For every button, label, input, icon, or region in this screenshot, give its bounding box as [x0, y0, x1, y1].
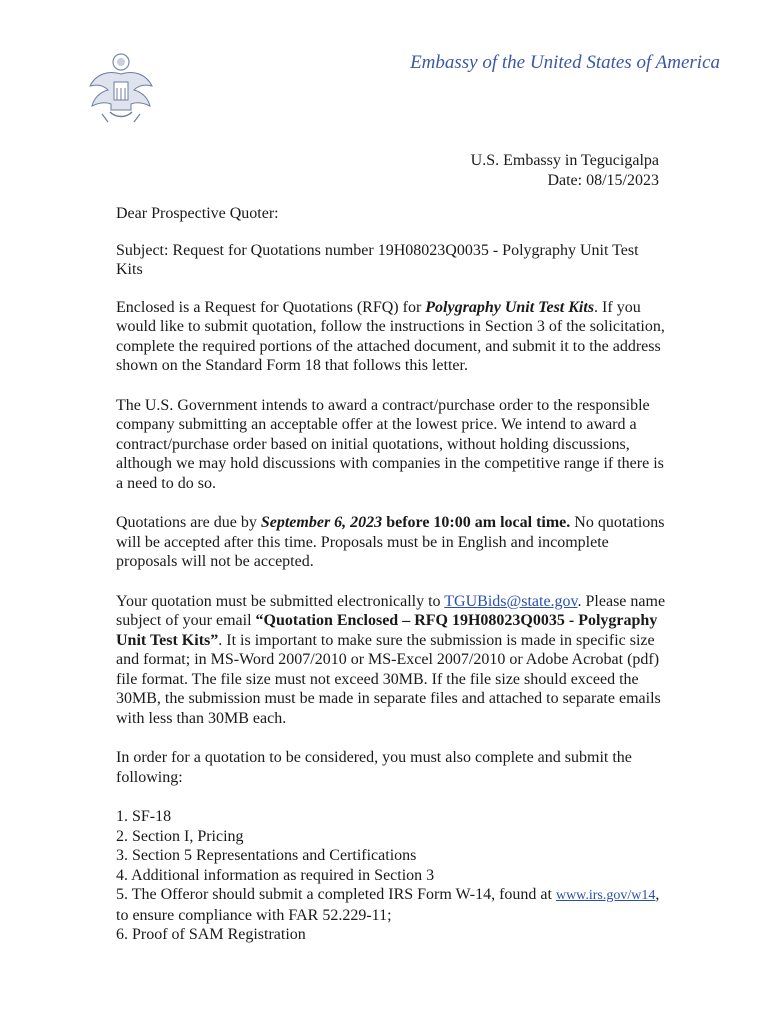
text: . Please name subject of your email [116, 592, 666, 629]
paragraph-requirements: In order for a quotation to be considered, you must also complete and submit the following: [116, 749, 632, 786]
list-item: 1. SF-18 [116, 808, 172, 825]
requirements-list [116, 807, 666, 945]
sender-block [471, 151, 659, 191]
paragraph-deadline [116, 513, 666, 572]
letterhead-title: Embassy of the United States of America [410, 52, 720, 73]
text: , to ensure compliance with FAR 52.229-11; [116, 886, 660, 924]
due-date: September 6, 2023 [260, 514, 383, 531]
salutation: Dear Prospective Quoter: [116, 205, 279, 222]
text: . It is important to make sure the submission is made in specific size and format; in MS-Word 2007/2010 or MS-Excel 2007/2010 or Adobe Acrobat (pdf) file format. The file size must not exceed 30MB. If the file size should exceed the 30MB, the submission must be made in separate files and attached to separate emails with less than 30MB each. [116, 631, 661, 727]
list-item: 2. Section I, Pricing [116, 827, 244, 845]
paragraph-submission [116, 592, 666, 729]
due-time: before 10:00 am local time. [382, 514, 571, 531]
letter-body [116, 204, 666, 945]
irs-w14-link[interactable]: www.irs.gov/w14 [555, 888, 656, 903]
text: No quotations will be accepted after this time. Proposals must be in English and incomplete proposals will not be accepted. [116, 514, 665, 570]
paragraph-award: The U.S. Government intends to award a contract/purchase order to the responsible company submitting an acceptable offer at the lowest price. We intend to award a contract/purchase order based on initial quotations, without holding discussions, although we may hold discussions with companies in the competitive range if there is a need to do so. [116, 396, 664, 492]
list-item: 4. Additional information as required in Section 3 [116, 866, 435, 884]
email-subject: “Quotation Enclosed – RFQ 19H08023Q0035 - Polygraphy Unit Test Kits” [116, 612, 658, 649]
list-item [116, 885, 666, 925]
product-name: Polygraphy Unit Test Kits [425, 298, 595, 316]
letter-date: Date: 08/15/2023 [547, 172, 659, 189]
email-link[interactable]: TGUBids@state.gov [444, 592, 578, 610]
list-item: 6. Proof of SAM Registration [116, 926, 306, 943]
list-item: 3. Section 5 Representations and Certifications [116, 847, 417, 864]
sender-location: U.S. Embassy in Tegucigalpa [470, 152, 659, 169]
text: 5. The Offeror should submit a completed IRS Form W-14, found at [116, 886, 556, 903]
subject-line: Subject: Request for Quotations number 19H08023Q0035 - Polygraphy Unit Test Kits [116, 241, 639, 278]
text: Enclosed is a Request for Quotations (RFQ) for [116, 298, 426, 316]
text: Your quotation must be submitted electronically to [116, 592, 445, 610]
paragraph-rfq-intro [116, 298, 666, 376]
text: Quotations are due by [116, 514, 261, 531]
text: . If you would like to submit quotation, follow the instructions in Section 3 of the solicitation, complete the required portions of the attached document, and submit it to the address shown on the Standard Form 18 that follows this letter. [116, 298, 665, 374]
great-seal-icon [88, 52, 154, 124]
